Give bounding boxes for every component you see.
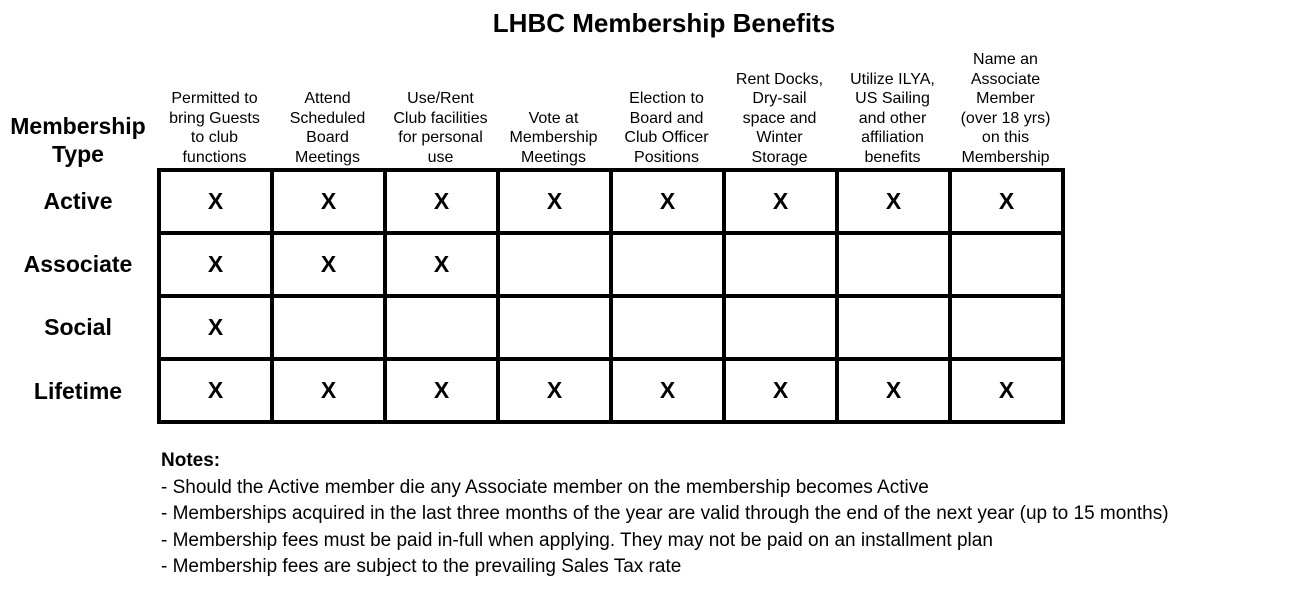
table-cell: X: [159, 296, 272, 359]
table-cell: [724, 296, 837, 359]
column-header-vote: Vote at Membership Meetings: [509, 109, 598, 166]
table-cell: X: [498, 359, 611, 422]
table-row-associate: [159, 233, 1063, 296]
table-cell: X: [385, 359, 498, 422]
row-label-social: Social: [44, 314, 112, 340]
table-cell: [498, 296, 611, 359]
table-cell: X: [611, 170, 724, 233]
note-line: - Should the Active member die any Associate member on the membership becomes Active: [161, 476, 929, 498]
table-row-social: [159, 296, 1063, 359]
column-header-club-facilities: Use/Rent Club facilities for personal use: [393, 90, 488, 166]
table-row-active: [159, 170, 1063, 233]
membership-type-header: Membership Type: [10, 113, 146, 167]
column-header-associate-member: Name an Associate Member (over 18 yrs) on this Membership: [960, 51, 1051, 166]
column-header-election: Election to Board and Club Officer Positions: [624, 90, 709, 166]
table-cell: [950, 296, 1063, 359]
notes-heading: Notes:: [161, 450, 221, 471]
row-label-lifetime: Lifetime: [33, 378, 123, 404]
table-cell: X: [724, 359, 837, 422]
table-row-lifetime: [159, 359, 1063, 422]
table-cell: X: [159, 170, 272, 233]
table-cell: X: [385, 170, 498, 233]
table-cell: X: [950, 170, 1063, 233]
table-cell: [724, 233, 837, 296]
table-cell: [272, 296, 385, 359]
table-cell: X: [611, 359, 724, 422]
table-cell: [837, 233, 950, 296]
note-line: - Membership fees are subject to the prevailing Sales Tax rate: [161, 556, 682, 577]
column-header-affiliation: Utilize ILYA, US Sailing and other affiliation benefits: [850, 70, 935, 166]
table-cell: X: [159, 359, 272, 422]
table-cell: [498, 233, 611, 296]
row-label-associate: Associate: [23, 251, 133, 277]
page-title: LHBC Membership Benefits: [492, 8, 836, 38]
column-header-board-meetings: Attend Scheduled Board Meetings: [289, 90, 366, 166]
table-cell: [611, 296, 724, 359]
table-cell: [611, 233, 724, 296]
column-header-docks-storage: Rent Docks, Dry-sail space and Winter Storage: [735, 70, 824, 166]
table-cell: X: [498, 170, 611, 233]
table-cell: [837, 296, 950, 359]
column-header-guests: Permitted to bring Guests to club functions: [169, 90, 260, 166]
row-label-active: Active: [43, 188, 113, 214]
note-line: - Membership fees must be paid in-full when applying. They may not be paid on an installment plan: [161, 529, 993, 551]
table-cell: X: [837, 359, 950, 422]
note-line: - Memberships acquired in the last three months of the year are valid through the end of the next year (up to 15 months): [161, 503, 1169, 524]
table-cell: X: [837, 170, 950, 233]
benefits-table: [157, 168, 1065, 424]
table-cell: X: [724, 170, 837, 233]
table-cell: X: [272, 233, 385, 296]
table-cell: X: [159, 233, 272, 296]
table-cell: X: [950, 359, 1063, 422]
table-cell: [950, 233, 1063, 296]
table-cell: X: [385, 233, 498, 296]
table-cell: X: [272, 170, 385, 233]
table-cell: X: [272, 359, 385, 422]
notes-section: [161, 448, 1286, 581]
table-cell: [385, 296, 498, 359]
